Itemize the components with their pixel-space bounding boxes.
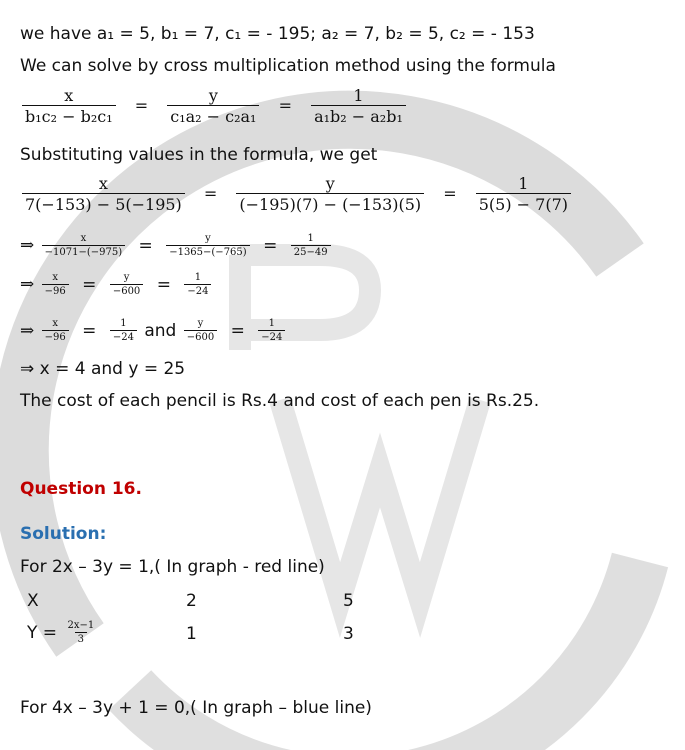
method-line: We can solve by cross multiplication method using the formula [20,56,556,76]
conclusion-line: The cost of each pencil is Rs.4 and cost of each pen is Rs.25. [20,391,540,411]
subst-one: 1 [518,174,529,193]
cross-multiplication-formula: $\frac{x}{\text{b₁c₂ − b₂c₁}}$ = $\frac{y}{\text{c₁a₂ − c₂a₁}}$ = $\frac{1}{\text{a₁b₂ − a₂b₁}}$ [20,86,408,126]
step3-den-x: −96 [42,330,69,344]
step-2: ⇒ $\frac{x}{-96}$ = $\frac{y}{-600}$ = $\frac{1}{-24}$ [20,272,213,298]
step2-one: 1 [194,272,202,283]
step1-x: x [80,233,87,244]
step3-den-1a: −24 [110,330,137,344]
equation-1-line: For 2x – 3y = 1,( In graph - red line) [20,557,325,577]
table-y-label [27,620,99,646]
step1-den-1: 25−49 [291,245,331,259]
table-y-prefix: Y = [27,623,58,643]
formula-den-x: b₁c₂ − b₂c₁ [22,105,116,126]
step2-y: y [123,272,130,283]
formula-den-1: a₁b₂ − a₂b₁ [311,105,406,126]
step-1: ⇒ $\frac{x}{-1071-(-975)}$ = $\frac{y}{-1365-(-765)}$ = $\frac{1}{25-49}$ [20,233,333,259]
table-x-value: 5 [343,591,354,611]
step1-y: y [205,233,211,244]
step1-den-x: −1071−(−975) [42,245,125,259]
subst-x: x [98,174,108,193]
formula-y: y [208,86,218,105]
step2-den-x: −96 [42,284,69,298]
question-heading: Question 16. [20,479,142,499]
table-y-num: 2x−1 [67,620,95,631]
table-x-value: 2 [186,591,197,611]
subst-den-x: 7(−153) − 5(−195) [22,193,185,214]
step3-den-y: −600 [184,330,217,344]
substituting-line: Substituting values in the formula, we get [20,145,378,165]
step3-one-b: 1 [268,318,275,329]
step-3: ⇒ $\frac{x}{-96}$ = $\frac{1}{-24}$ and $\frac{y}{-600}$ = $\frac{1}{-24}$ [20,318,287,344]
substituted-equation: $\frac{x}{7(-153) - 5(-195)}$ = $\frac{y}{(-195)(7) - (-153)(5)}$ = $\frac{1}{5(5) - 7(7)}$ [20,174,573,214]
result-line: ⇒ x = 4 and y = 25 [20,359,186,379]
step2-x: x [52,272,59,283]
table-x-label: X [27,591,39,611]
step1-one: 1 [307,233,314,244]
formula-den-y: c₁a₂ − c₂a₁ [167,105,259,126]
step2-den-y: −600 [110,284,143,298]
step2-den-1: −24 [184,284,211,298]
formula-x: x [64,86,74,105]
equation-2-line: For 4x – 3y + 1 = 0,( In graph – blue line) [20,698,372,718]
table-y-value: 3 [343,624,354,644]
subst-y: y [325,174,335,193]
step1-den-y: −1365−(−765) [166,245,249,259]
subst-den-1: 5(5) − 7(7) [476,193,571,214]
step3-one-a: 1 [120,318,127,329]
subst-den-y: (−195)(7) − (−153)(5) [236,193,424,214]
formula-one: 1 [353,86,364,105]
step3-x: x [52,318,59,329]
table-y-den: 3 [75,632,87,646]
step3-and: and [144,321,177,341]
step3-den-1b: −24 [258,330,285,344]
solution-heading: Solution: [20,524,107,544]
step3-y: y [197,318,204,329]
intro-line: we have a₁ = 5, b₁ = 7, c₁ = - 195; a₂ = 7, b₂ = 5, c₂ = - 153 [20,24,535,44]
table-y-value: 1 [186,624,197,644]
